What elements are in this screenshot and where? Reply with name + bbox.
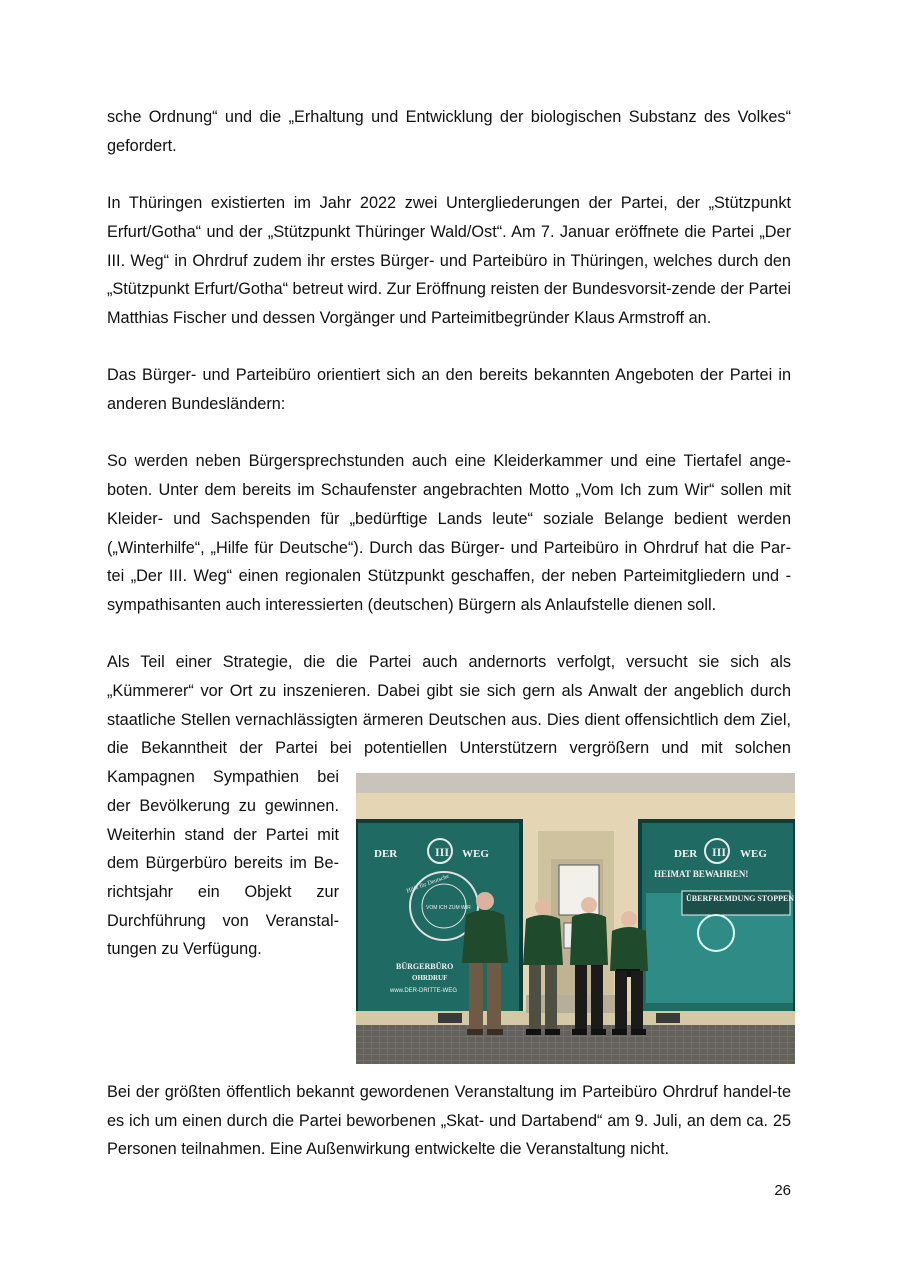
right-window	[640, 821, 795, 1025]
party-office-photo	[356, 773, 795, 1064]
right-header-left: DER	[674, 848, 698, 860]
left-line1: BÜRGERBÜRO	[396, 962, 454, 971]
svg-text:III: III	[712, 845, 727, 859]
left-line2: OHRDRUF	[412, 974, 448, 982]
left-url: www.DER-DRITTE-WEG	[390, 988, 457, 994]
right-header-right: WEG	[740, 848, 767, 860]
paragraph-3: Das Bürger- und Parteibüro orientiert sich an den bereits bekannten Angeboten der Partei in anderen Bundesländern:	[107, 366, 791, 413]
left-header-right: WEG	[462, 848, 489, 860]
paragraph-6: Bei der größten öffentlich bekannt gewordenen Veranstaltung im Parteibüro Ohrdruf handel-te es ich um einen durch die Partei beworbenen „Skat- und Dartabend“ am 9. Juli, an dem ca. 25 Personen teilnahmen. Eine Außenwirkung entwickelte die Veranstaltung nicht.	[107, 1083, 791, 1159]
paragraph-2: In Thüringen existierten im Jahr 2022 zwei Untergliederungen der Partei, der „Stützpunkt Erfurt/Gotha“ und der „Stützpunkt Thüringer Wald/Ost“. Am 7. Januar eröffnete die Partei „Der III. Weg“ in Ohrdruf zudem ihr erstes Bürger- und Parteibüro in Thüringen, welches durch den „Stützpunkt Erfurt/Gotha“ betreut wird. Zur Eröffnung reisten der Bundesvorsit-zende der Partei Matthias Fischer und dessen Vorgänger und Parteimitbegründer Klaus Armstroff an.	[107, 194, 791, 327]
paragraph-5-text: Als Teil einer Strategie, die die Partei auch andernorts verfolgt, versucht sie sich als „Kümmerer“ vor Ort zu inszenieren. Dabei gibt sie sich gern als Anwalt der angeblich durch staatliche Stellen vernachlässigten ärmeren Deutschen aus. Dies dient offensichtlich dem Ziel, die Bekanntheit der Partei bei potentiellen Unterstützern vergrößern und mit solchen Kampagnen Sympathien bei der Bevölkerung zu gewinnen. Weiterhin stand der Partei mit dem Bürgerbüro bereits im Be-richtsjahr ein Objekt zur Durchführung von Veranstal-tungen zu Verfügung.	[107, 653, 791, 959]
svg-text:III: III	[435, 845, 450, 859]
paragraph-1: sche Ordnung“ und die „Erhaltung und Entwicklung der biologischen Substanz des Volkes“ gefordert.	[107, 108, 791, 155]
page-number: 26	[774, 1182, 791, 1199]
left-emblem-center: VOM ICH ZUM WIR	[426, 905, 471, 911]
paragraph-4: So werden neben Bürgersprechstunden auch eine Kleiderkammer und eine Tiertafel ange-boten. Unter dem bereits im Schaufenster angebrachten Motto „Vom Ich zum Wir“ sollen mit Kleider- und Sachspenden für „bedürftige Lands leute“ soziale Belange bedient werden („Winterhilfe“, „Hilfe für Deutsche“). Durch das Bürger- und Parteibüro in Ohrdruf hat die Par-tei „Der III. Weg“ einen regionalen Stützpunkt geschaffen, der neben Parteimitgliedern und -sympathisanten auch interessierten (deutschen) Bürgern als Anlaufstelle dienen soll.	[107, 452, 791, 614]
right-slogan-1: HEIMAT BEWAHREN!	[654, 869, 749, 879]
left-emblem-ring: Hilfe für Deutsche	[405, 873, 450, 895]
right-slogan-2: ÜBERFREMDUNG STOPPEN!	[686, 894, 795, 903]
left-header-left: DER	[374, 848, 398, 860]
